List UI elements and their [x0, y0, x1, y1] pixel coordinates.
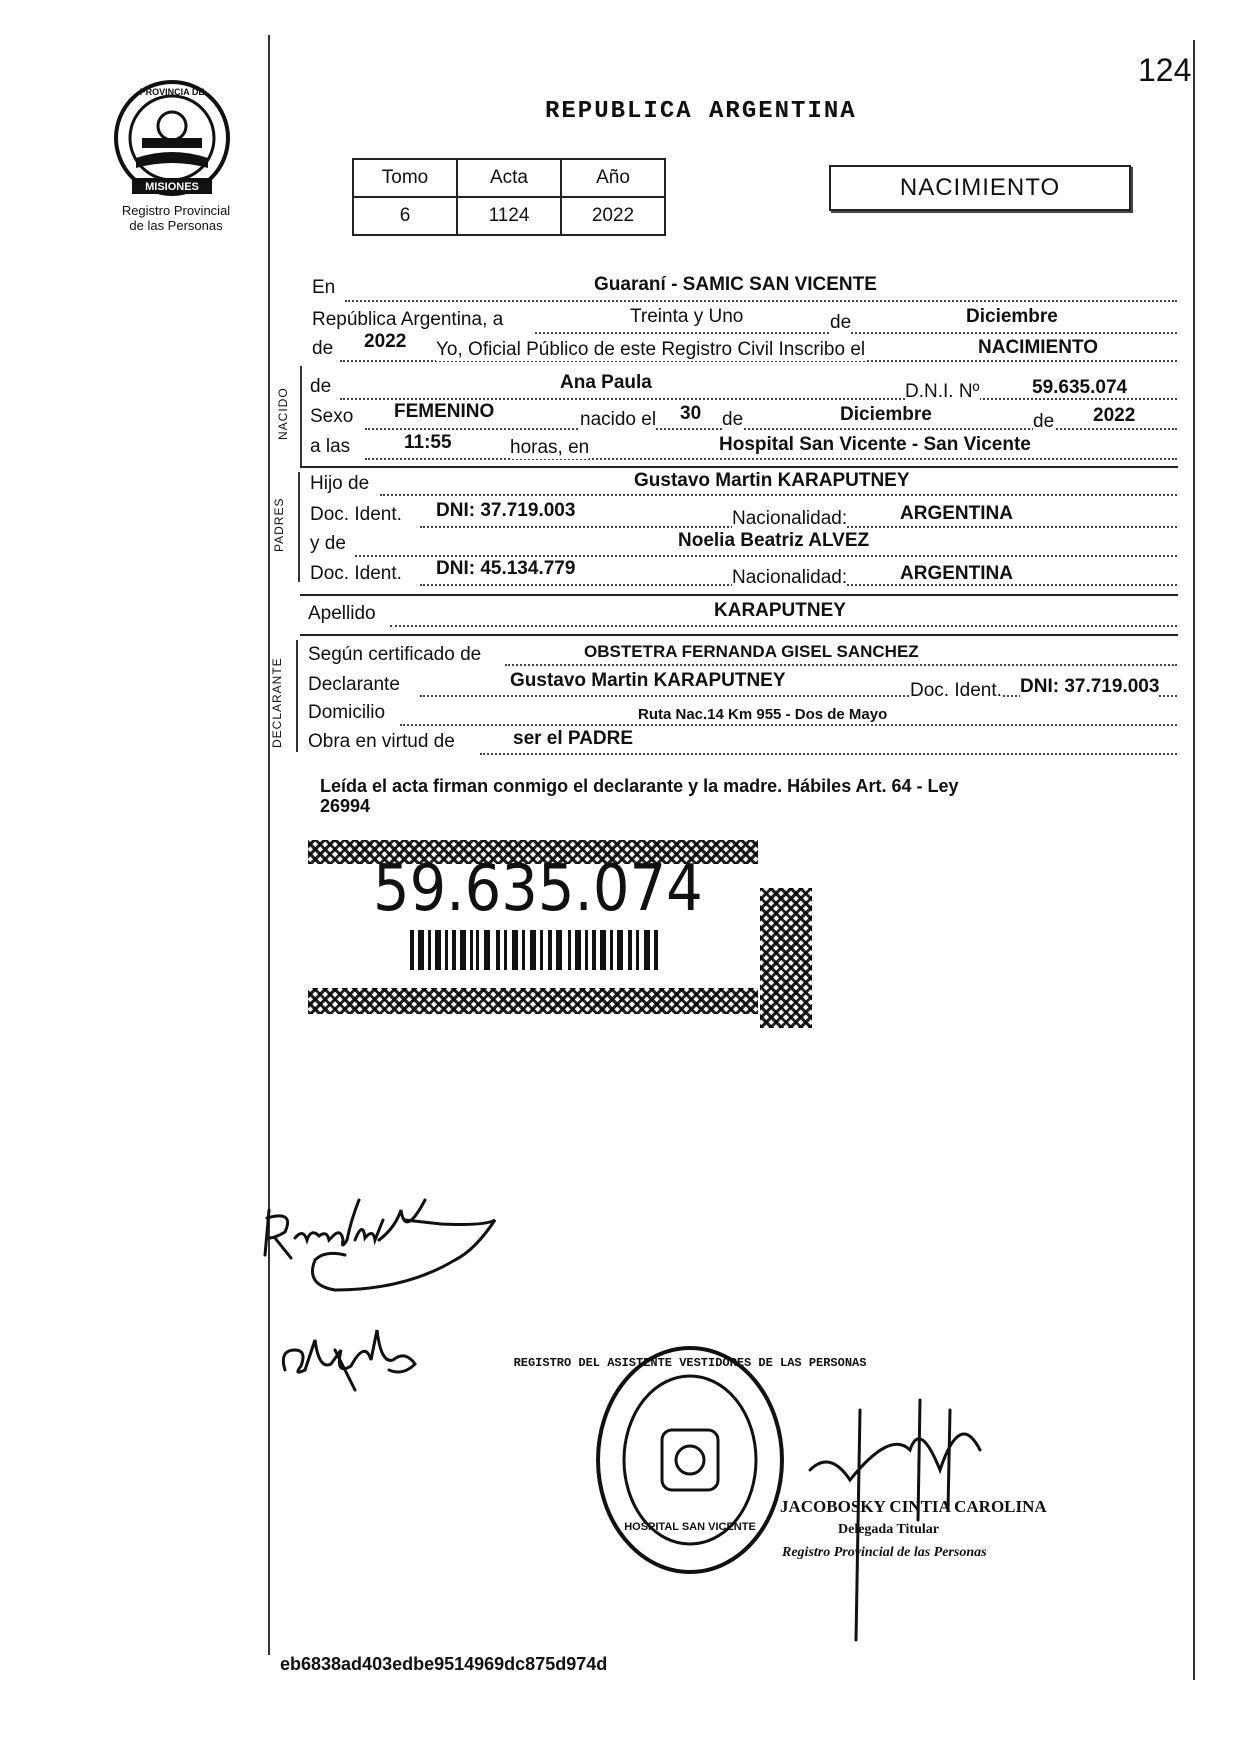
hijo-label: Hijo de [310, 473, 370, 494]
section-bracket [300, 366, 302, 466]
page-number: 124 [1138, 52, 1192, 88]
security-pattern-bottom [308, 988, 758, 1014]
de2-label: de [312, 338, 334, 359]
signature-official [800, 1390, 1020, 1650]
dotted-line [400, 724, 1177, 726]
security-pattern-side [760, 888, 812, 1028]
nacido-dni: 59.635.074 [1032, 377, 1128, 398]
nacido-el-label: nacido el [580, 409, 657, 430]
father-doc: DNI: 37.719.003 [436, 500, 576, 521]
dotted-line [535, 332, 1177, 334]
yo-text: Yo, Oficial Público de este Registro Civil Inscribo el [436, 339, 866, 360]
dotted-line [355, 555, 1177, 557]
svg-text:MISIONES: MISIONES [145, 181, 199, 193]
official-name: JACOBOSKY CINTIA CAROLINA [780, 1497, 1047, 1516]
table-cell: 6 [353, 197, 457, 235]
dotted-line [480, 753, 1177, 755]
inscribo-value: NACIMIENTO [978, 337, 1098, 358]
decl-doc-label: Doc. Ident. [910, 680, 1002, 701]
dotted-line [365, 458, 1177, 460]
signature-declarante [255, 1180, 515, 1310]
nacido-section-label: NACIDO [276, 387, 290, 440]
decl-doc: DNI: 37.719.003 [1020, 676, 1160, 697]
day-value: Treinta y Uno [630, 306, 744, 327]
declarante-section-label: DECLARANTE [270, 657, 284, 748]
dom-value: Ruta Nac.14 Km 955 - Dos de Mayo [638, 706, 888, 723]
birth-de-label: de [722, 409, 744, 430]
mother-nac-label: Nacionalidad: [732, 567, 848, 588]
birth-place: Hospital San Vicente - San Vicente [719, 434, 1031, 455]
svg-text:REGISTRO DEL ASISTENTE VESTIDO: REGISTRO DEL ASISTENTE VESTIDORES DE LAS PERSONAS [513, 1356, 867, 1370]
apellido-value: KARAPUTNEY [714, 600, 846, 621]
closing-note [320, 776, 1170, 816]
registry-label [96, 203, 256, 233]
decl-label: Declarante [308, 674, 400, 695]
closing-note-line1: Leída el acta firman conmigo el declarante y la madre. Hábiles Art. 64 - Ley [320, 776, 959, 796]
father-doc-label: Doc. Ident. [310, 504, 402, 525]
dotted-line [345, 300, 1177, 302]
barcode-number: 59.635.074 [373, 852, 703, 926]
nacido-de-label: de [310, 376, 332, 397]
a-las-label: a las [310, 436, 351, 457]
section-divider [300, 594, 1178, 596]
acta-table [352, 158, 666, 236]
section-bracket [298, 472, 300, 582]
table-cell: 1124 [457, 197, 561, 235]
mother-doc: DNI: 45.134.779 [436, 558, 576, 579]
month-value: Diciembre [966, 306, 1058, 327]
birth-year: 2022 [1093, 405, 1136, 426]
dotted-line [505, 664, 1177, 666]
nacido-name: Ana Paula [560, 372, 652, 393]
sexo-label: Sexo [310, 406, 354, 427]
section-divider [300, 634, 1178, 636]
dom-label: Domicilio [308, 702, 386, 723]
apellido-label: Apellido [308, 603, 376, 624]
left-margin-line [268, 35, 270, 1655]
mother-doc-label: Doc. Ident. [310, 563, 402, 584]
republica-label: República Argentina, a [312, 309, 504, 330]
record-type-box: NACIMIENTO [829, 165, 1131, 211]
birth-de-label-2: de [1033, 411, 1055, 432]
dotted-line [365, 428, 1177, 430]
table-header: Año [561, 159, 665, 197]
sexo-value: FEMENINO [394, 401, 495, 422]
father-nac-label: Nacionalidad: [732, 508, 848, 529]
acta-table-value-row [353, 197, 665, 235]
dotted-line [380, 494, 1177, 496]
province-seal-logo [112, 76, 232, 200]
cert-value: OBSTETRA FERNANDA GISEL SANCHEZ [584, 642, 919, 661]
dotted-line [390, 625, 1177, 627]
birth-day: 30 [680, 403, 702, 424]
decl-value: Gustavo Martin KARAPUTNEY [510, 670, 786, 691]
birth-time: 11:55 [404, 432, 452, 453]
horas-label: horas, en [510, 437, 590, 458]
document-hash: eb6838ad403edbe9514969dc875d974d [280, 1654, 608, 1674]
obra-value: ser el PADRE [513, 728, 634, 749]
registry-label-line1: Registro Provincial [121, 203, 231, 218]
dni-label: D.N.I. Nº [905, 381, 980, 402]
year-value: 2022 [364, 331, 407, 352]
en-value: Guaraní - SAMIC SAN VICENTE [594, 274, 877, 295]
signature-madre [275, 1320, 435, 1400]
barcode-icon [410, 930, 660, 970]
section-divider [300, 466, 1178, 468]
section-bracket [296, 640, 298, 752]
mother-name: Noelia Beatriz ALVEZ [678, 530, 870, 551]
closing-note-line2: 26994 [320, 796, 371, 816]
svg-text:HOSPITAL SAN VICENTE: HOSPITAL SAN VICENTE [624, 1521, 756, 1533]
right-margin-line [1193, 40, 1195, 1680]
official-title: Delegada Titular [838, 1522, 939, 1537]
father-name: Gustavo Martin KARAPUTNEY [634, 470, 910, 491]
hospital-stamp [513, 1340, 867, 1580]
page-title: REPUBLICA ARGENTINA [545, 98, 857, 125]
birth-month: Diciembre [840, 404, 932, 425]
de-label: de [830, 312, 852, 333]
official-org: Registro Provincial de las Personas [782, 1545, 987, 1560]
cert-label: Según certificado de [308, 644, 482, 665]
padres-section-label: PADRES [272, 497, 286, 552]
father-nac: ARGENTINA [900, 503, 1013, 524]
svg-text:PROVINCIA DE: PROVINCIA DE [139, 87, 205, 97]
table-header: Acta [457, 159, 561, 197]
acta-table-header-row [353, 159, 665, 197]
y-de-label: y de [310, 533, 346, 554]
obra-label: Obra en virtud de [308, 731, 455, 752]
table-cell: 2022 [561, 197, 665, 235]
registry-label-line2: de las Personas [129, 218, 223, 233]
mother-nac: ARGENTINA [900, 563, 1013, 584]
table-header: Tomo [353, 159, 457, 197]
en-label: En [312, 277, 336, 298]
